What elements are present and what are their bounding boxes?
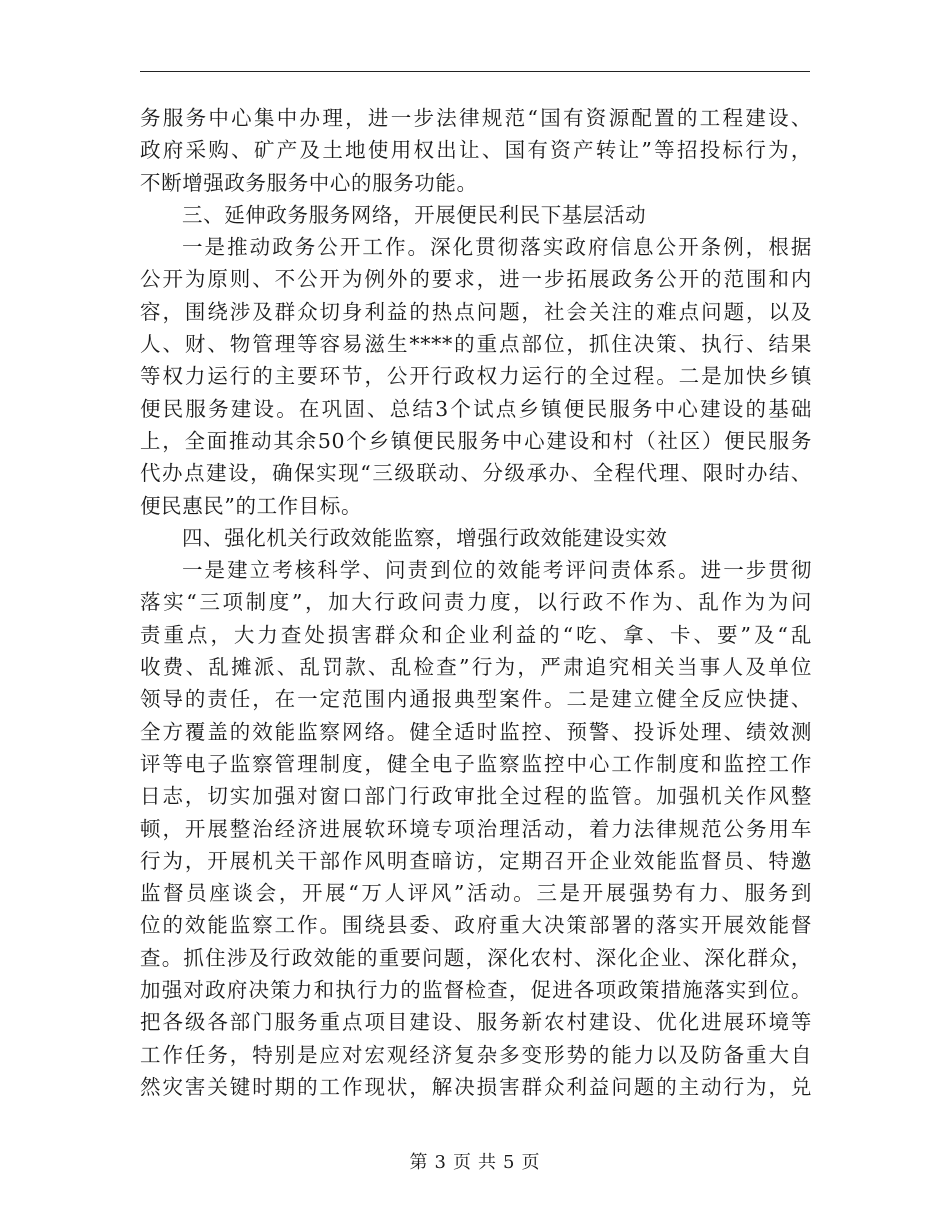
page-footer: [0, 1148, 950, 1174]
footer-current-page: 3: [434, 1152, 447, 1173]
text-line: 工作任务，特别是应对宏观经济复杂多变形势的能力以及防备重大自: [140, 1042, 812, 1067]
header-rule: [140, 71, 810, 72]
text-line: 监督员座谈会，开展“万人评风”活动。三是开展强势有力、服务到: [140, 881, 812, 906]
text-line: 日志，切实加强对窗口部门行政审批全过程的监管。加强机关作风整: [140, 784, 812, 809]
text-line: 三、延伸政务服务网络，开展便民利民下基层活动: [182, 202, 647, 227]
document-body: [140, 102, 812, 1103]
text-line: 行为，开展机关干部作风明查暗访，定期召开企业效能监督员、特邀: [140, 848, 812, 873]
text-line: 加强对政府决策力和执行力的监督检查，促进各项政策措施落实到位。: [140, 978, 812, 1003]
text-line: 容，围绕涉及群众切身利益的热点问题，社会关注的难点问题，以及: [140, 299, 812, 324]
footer-gong: 共: [478, 1152, 497, 1173]
text-line: 顿，开展整治经济进展软环境专项治理活动，着力法律规范公务用车: [140, 816, 812, 841]
text-line: 公开为原则、不公开为例外的要求，进一步拓展政务公开的范围和内: [140, 267, 812, 292]
text-line: 全方覆盖的效能监察网络。健全适时监控、预警、投诉处理、绩效测: [140, 719, 812, 744]
footer-ye: 页: [453, 1152, 472, 1173]
text-line: 上，全面推动其余50个乡镇便民服务中心建设和村（社区）便民服务: [140, 428, 812, 453]
text-line: 便民服务建设。在巩固、总结3个试点乡镇便民服务中心建设的基础: [140, 396, 812, 421]
text-line: 查。抓住涉及行政效能的重要问题，深化农村、深化企业、深化群众，: [140, 945, 812, 970]
text-line: 政府采购、矿产及土地使用权出让、国有资产转让”等招投标行为，: [140, 138, 812, 163]
text-line: 把各级各部门服务重点项目建设、服务新农村建设、优化进展环境等: [140, 1010, 812, 1035]
text-line: 位的效能监察工作。围绕县委、政府重大决策部署的落实开展效能督: [140, 913, 812, 938]
text-line: 评等电子监察管理制度，健全电子监察监控中心工作制度和监控工作: [140, 751, 812, 776]
text-line: 四、强化机关行政效能监察，增强行政效能建设实效: [182, 525, 668, 550]
text-line: 一是推动政务公开工作。深化贯彻落实政府信息公开条例，根据: [182, 235, 812, 260]
footer-ye2: 页: [521, 1152, 541, 1173]
text-line: 责重点，大力查处损害群众和企业利益的“吃、拿、卡、要”及“乱: [140, 622, 812, 647]
text-line: 不断增强政务服务中心的服务功能。: [140, 170, 478, 195]
text-line: 人、财、物管理等容易滋生****的重点部位，抓住决策、执行、结果: [140, 332, 812, 357]
text-line: 一是建立考核科学、问责到位的效能考评问责体系。进一步贯彻: [182, 558, 812, 583]
text-line: 落实“三项制度”，加大行政问责力度，以行政不作为、乱作为为问: [140, 590, 812, 615]
text-line: 代办点建设，确保实现“三级联动、分级承办、全程代理、限时办结、: [140, 461, 812, 486]
text-line: 收费、乱摊派、乱罚款、乱检查”行为，严肃追究相关当事人及单位: [140, 655, 812, 680]
footer-di: 第: [409, 1152, 429, 1173]
text-line: 领导的责任，在一定范围内通报典型案件。二是建立健全反应快捷、: [140, 687, 812, 712]
footer-total-pages: 5: [503, 1152, 516, 1173]
text-line: 便民惠民”的工作目标。: [140, 493, 363, 518]
text-line: 等权力运行的主要环节，公开行政权力运行的全过程。二是加快乡镇: [140, 364, 812, 389]
text-line: 务服务中心集中办理，进一步法律规范“国有资源配置的工程建设、: [140, 106, 812, 130]
text-line: 然灾害关键时期的工作现状，解决损害群众利益问题的主动行为，兑: [140, 1074, 812, 1099]
